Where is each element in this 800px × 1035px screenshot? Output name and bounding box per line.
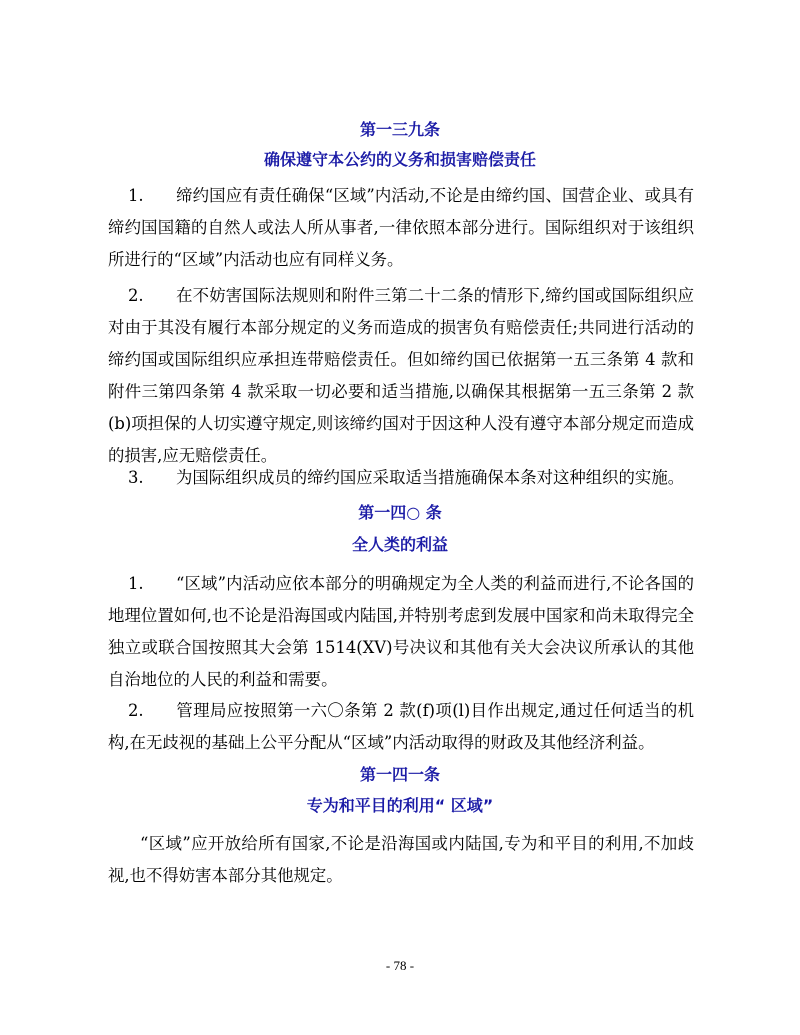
paragraph-number: 1. [128, 574, 144, 593]
article-139-subtitle: 确保遵守本公约的义务和损害赔偿责任 [263, 150, 536, 169]
paragraph-number: 2. [128, 286, 144, 305]
paragraph-text: 管理局应按照第一六〇条第 2 款(f)项(l)目作出规定,通过任何适当的机构,在无歧视的基础上公平分配从“区域”内活动取得的财政及其他经济利益。 [108, 701, 694, 752]
article-139-paragraph-2 [108, 280, 694, 472]
page-number: - 78 - [385, 958, 415, 973]
article-141-title: 第一四一条 [359, 765, 440, 784]
article-140-paragraph-2 [108, 695, 694, 759]
article-141-paragraph: “区域”应开放给所有国家,不论是沿海国或内陆国,专为和平目的利用,不加歧视,也不得妨害本部分其他规定。 [108, 834, 694, 885]
article-140-title: 第一四○ 条 [358, 503, 442, 522]
article-139-paragraph-1 [108, 180, 694, 276]
paragraph-text: 缔约国应有责任确保“区域”内活动,不论是由缔约国、国营企业、或具有缔约国国籍的自然人或法人所从事者,一律依照本部分进行。国际组织对于该组织所进行的“区域”内活动也应有同样义务。 [108, 186, 694, 269]
article-141-subtitle: 专为和平目的利用“ 区域” [306, 796, 494, 815]
paragraph-text: 为国际组织成员的缔约国应采取适当措施确保本条对这种组织的实施。 [176, 468, 685, 487]
article-139-title: 第一三九条 [359, 120, 440, 139]
article-139-paragraph-3 [108, 462, 694, 494]
article-140-subtitle: 全人类的利益 [351, 535, 448, 554]
paragraph-number: 2. [128, 701, 144, 720]
paragraph-number: 3. [128, 468, 144, 487]
paragraph-text: “区域”内活动应依本部分的明确规定为全人类的利益而进行,不论各国的地理位置如何,也不论是沿海国或内陆国,并特别考虑到发展中国家和尚未取得完全独立或联合国按照其大会第 1514(XV)号决议和其他有关大会决议所承认的其他自治地位的人民的利益和需要。 [108, 574, 694, 689]
article-140-paragraph-1 [108, 568, 694, 696]
paragraph-text: 在不妨害国际法规则和附件三第二十二条的情形下,缔约国或国际组织应对由于其没有履行本部分规定的义务而造成的损害负有赔偿责任;共同进行活动的缔约国或国际组织应承担连带赔偿责任。但如缔约国已依据第一五三条第 4 款和附件三第四条第 4 款采取一切必要和适当措施,以确保其根据第一五三条第 2 款(b)项担保的人切实遵守规定,则该缔约国对于因这种人没有遵守本部分规定而造成的损害,应无赔偿责任。 [108, 286, 694, 465]
paragraph-number: 1. [128, 186, 144, 205]
